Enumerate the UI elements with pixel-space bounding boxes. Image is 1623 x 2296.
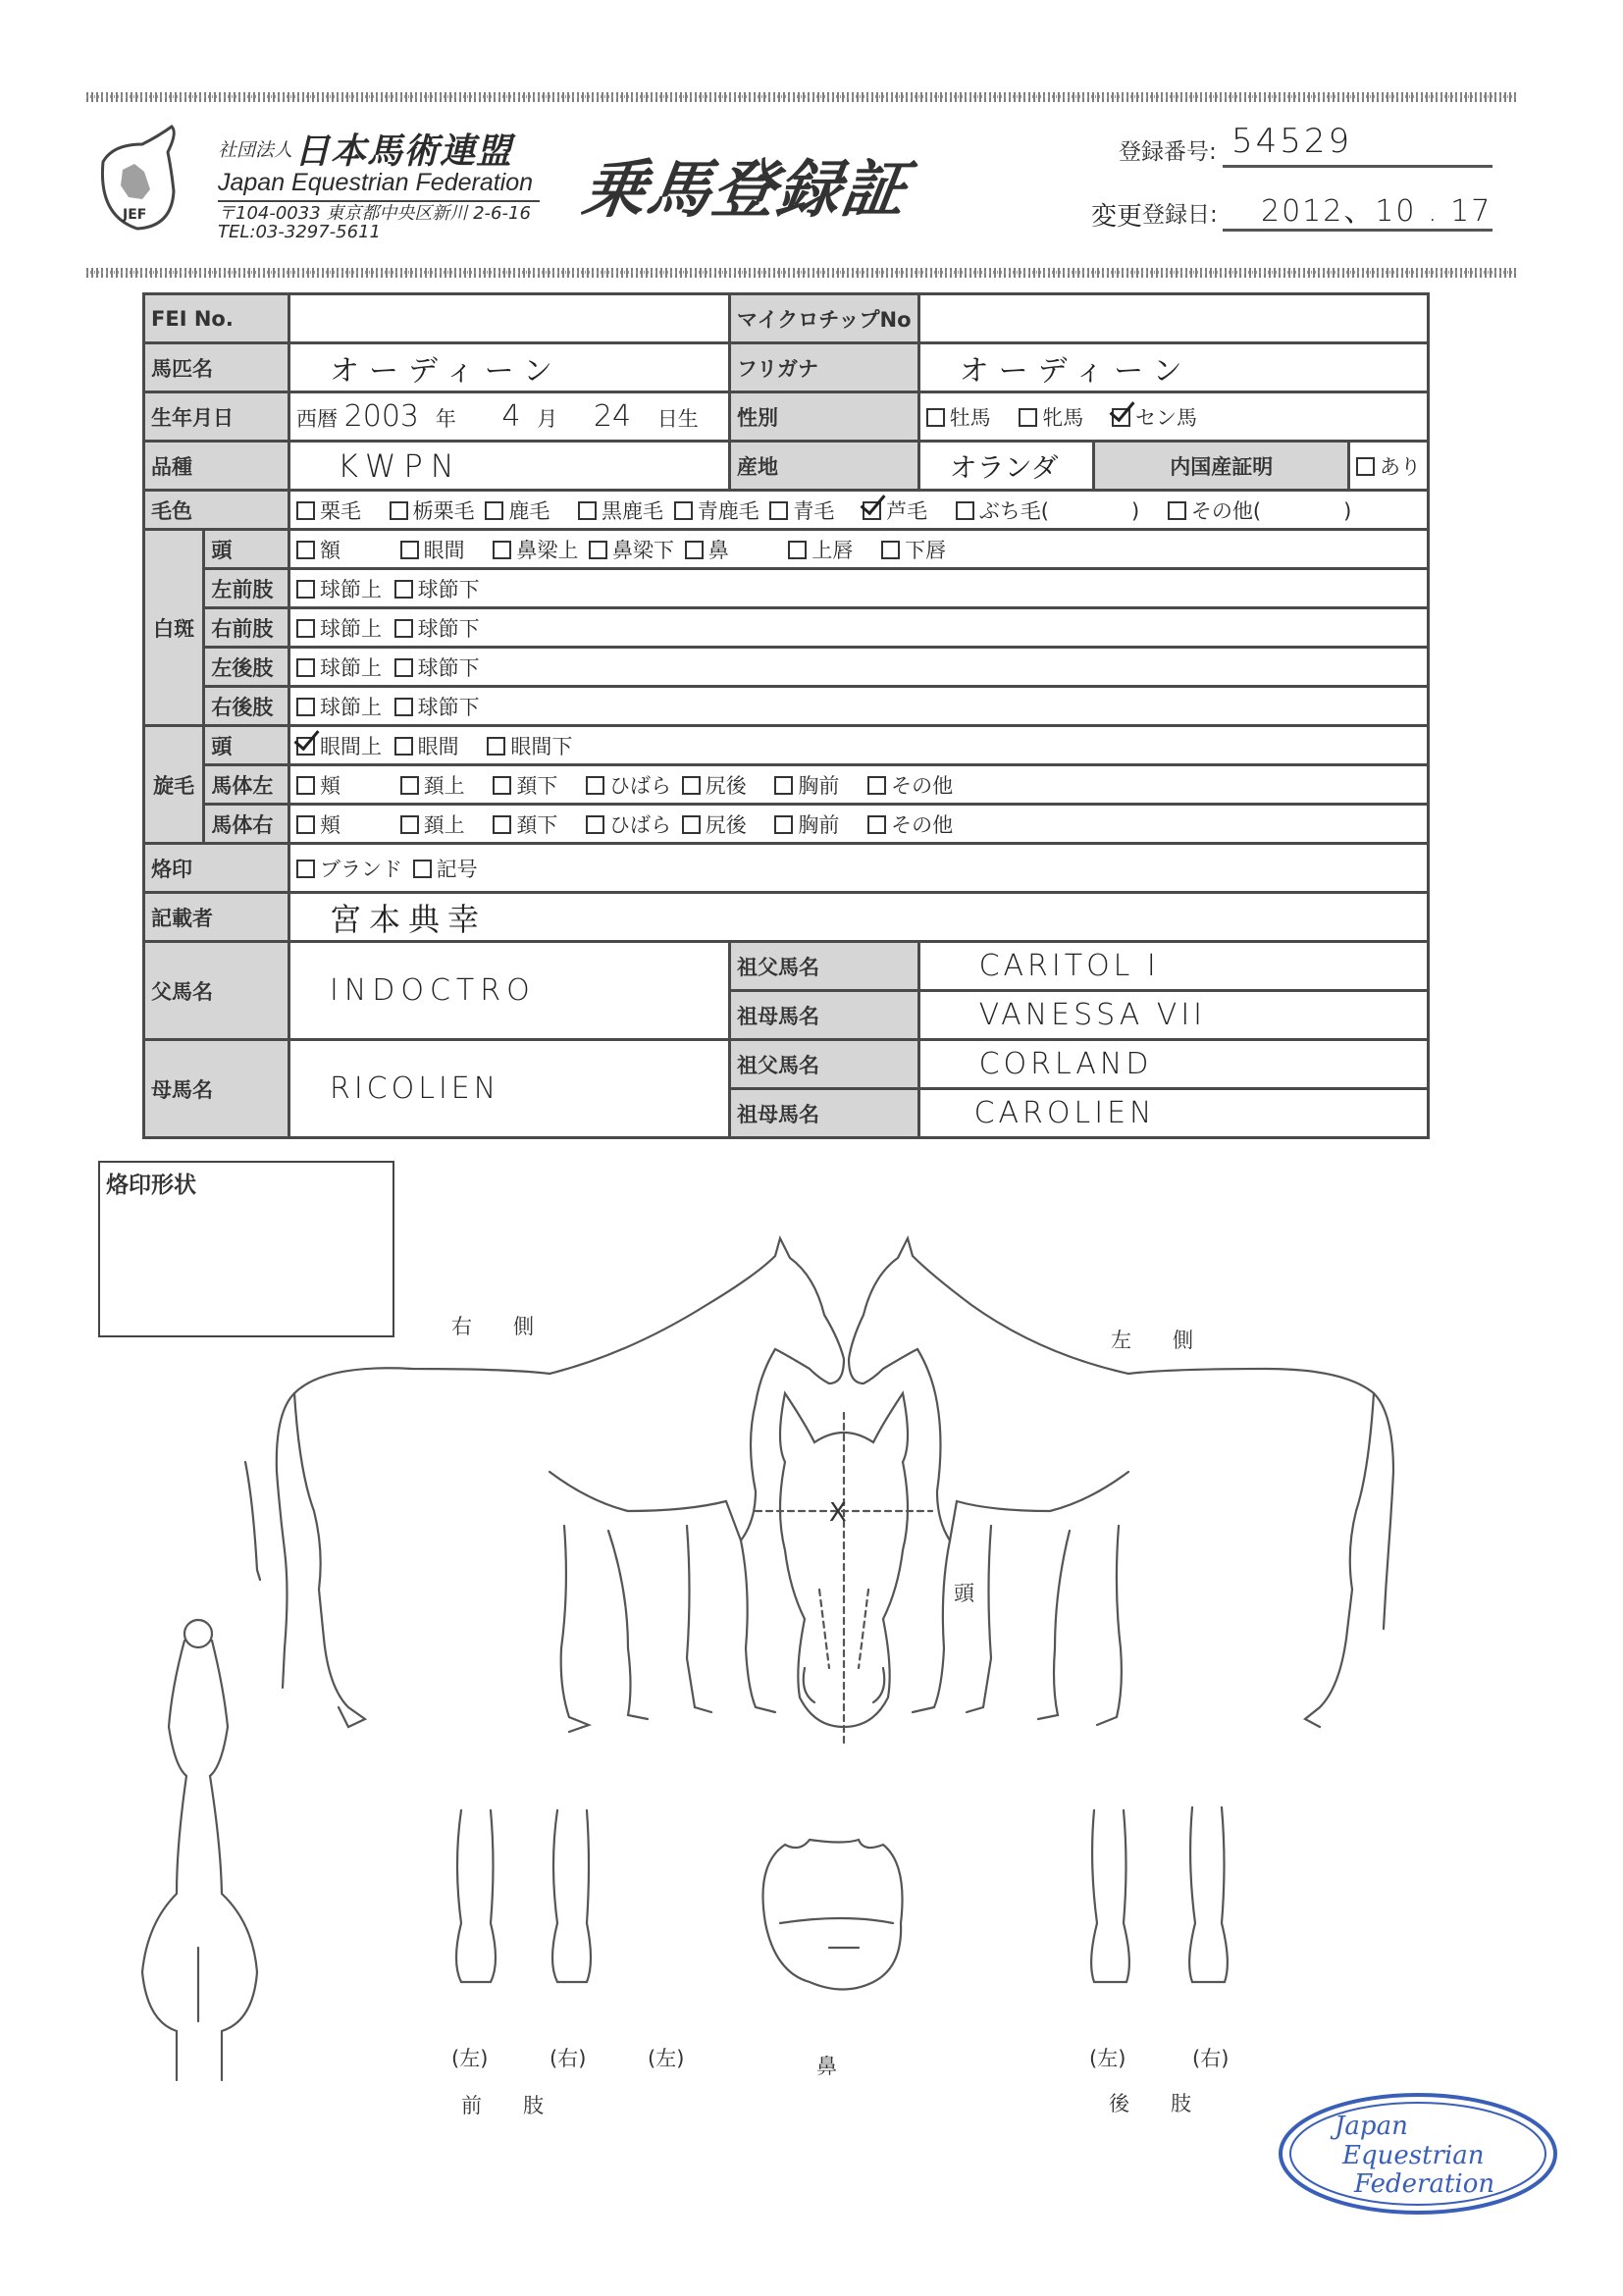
sire-granddam-field[interactable]: VANESSA VII (918, 991, 1428, 1040)
domestic-cert-option[interactable]: あり (1349, 442, 1429, 491)
sire-label: 父馬名 (144, 942, 289, 1040)
nose-label: 鼻 (816, 2055, 837, 2078)
origin-label: 産地 (730, 442, 919, 491)
sex-label: 性別 (730, 392, 919, 442)
sex-option-mare[interactable]: 牝馬 (1019, 406, 1083, 430)
horse-top-view-icon (142, 1620, 257, 2080)
nose-icon (763, 1840, 903, 1990)
birth-day: 24 (593, 399, 632, 434)
dam-label: 母馬名 (144, 1040, 289, 1138)
horse-name-field[interactable]: オーディーン (288, 343, 729, 392)
sire-field[interactable]: INDOCTRO (288, 942, 729, 1040)
svg-text:Japan: Japan (1335, 2112, 1408, 2141)
tel-line: TEL:03-3297-5611 (218, 222, 381, 242)
sex-option-stallion[interactable]: 牡馬 (926, 406, 991, 430)
registration-date: 2012、10 . 17 (1261, 194, 1492, 229)
left-side-label: 左 側 (1111, 1329, 1193, 1352)
white-option[interactable]: 球節上 (296, 617, 382, 641)
white-option[interactable]: 球節下 (394, 578, 480, 601)
fei-no-label: FEI No. (144, 294, 289, 343)
origin-field[interactable]: オランダ (918, 442, 1094, 491)
whorl-part-head: 頭 (204, 726, 289, 765)
coat-option[interactable]: その他( ) (1168, 499, 1351, 523)
hind-limb-left-label: (左) (1089, 2047, 1126, 2070)
whorl-option[interactable]: 頬 (296, 813, 340, 837)
white-markings-label: 白斑 (144, 530, 204, 726)
horse-name-label: 馬匹名 (144, 343, 289, 392)
white-part-left-hind: 左後肢 (204, 648, 289, 687)
white-option[interactable]: 球節上 (296, 696, 382, 719)
whorl-option-above-eyes[interactable]: 眼間上 (296, 735, 382, 758)
whorl-part-body-right: 馬体右 (204, 805, 289, 844)
white-option[interactable]: 球節下 (394, 617, 480, 641)
whorl-option[interactable]: その他 (867, 774, 953, 798)
coat-option[interactable]: 栃栗毛 (390, 499, 475, 523)
hind-limbs-label: 後 肢 (1109, 2092, 1191, 2115)
white-option[interactable]: 球節下 (394, 656, 480, 680)
whorl-option[interactable]: 眼間下 (487, 735, 572, 758)
white-option[interactable]: 額 (296, 539, 340, 562)
whorl-option[interactable]: 頚上 (400, 774, 465, 798)
whorl-option[interactable]: 頚下 (493, 774, 557, 798)
front-limb-left-label: (左) (451, 2047, 489, 2070)
era-label: 西暦 (295, 407, 338, 431)
document-title: 乗馬登録証 (577, 154, 913, 227)
jef-stamp-icon (1276, 2090, 1560, 2218)
front-limbs-label: 前 肢 (461, 2094, 544, 2117)
white-part-right-fore: 右前肢 (204, 608, 289, 648)
sire-granddam-label: 祖母馬名 (730, 991, 919, 1040)
birth-date-label: 生年月日 (144, 392, 289, 442)
brand-option[interactable]: ブランド (296, 858, 402, 881)
horse-right-side-icon (245, 1238, 844, 1732)
whorl-option[interactable]: ひばら (586, 813, 671, 837)
birth-year: 2003 (343, 399, 420, 434)
front-left-label: (左) (648, 2047, 685, 2070)
coat-option[interactable]: 青毛 (769, 499, 834, 523)
whorl-option[interactable]: その他 (867, 813, 953, 837)
dam-granddam-field[interactable]: CAROLIEN (918, 1089, 1428, 1138)
org-name-jp: 日本馬術連盟 (294, 131, 513, 172)
dam-grandsire-label: 祖父馬名 (730, 1040, 919, 1089)
whorl-option[interactable]: ひばら (586, 774, 671, 798)
sire-grandsire-field[interactable]: CARITOL I (918, 942, 1428, 991)
whorl-option[interactable]: 胸前 (774, 813, 839, 837)
front-limb-right-label: (右) (550, 2047, 587, 2070)
coat-option[interactable]: 鹿毛 (485, 499, 550, 523)
dam-granddam-label: 祖母馬名 (730, 1089, 919, 1138)
address-line: 〒104-0033 東京都中央区新川 2-6-16 (218, 203, 531, 224)
horse-left-side-icon (849, 1238, 1393, 1727)
head-whorl-mark: X (829, 1498, 847, 1528)
whorl-option[interactable]: 頬 (296, 774, 340, 798)
front-limbs-icon (456, 1810, 591, 1982)
org-name-en: Japan Equestrian Federation (218, 169, 534, 196)
coat-color-label: 毛色 (144, 491, 289, 530)
white-part-left-fore: 左前肢 (204, 569, 289, 608)
date-change-prefix: 変更 (1091, 202, 1143, 232)
coat-option-gray[interactable]: 芦毛 (863, 499, 927, 523)
year-unit: 年 (435, 407, 456, 431)
head-label: 頭 (954, 1582, 974, 1605)
furigana-field[interactable]: オーディーン (918, 343, 1428, 392)
white-option[interactable]: 下唇 (881, 539, 946, 562)
white-option[interactable]: 鼻梁上 (493, 539, 578, 562)
whorl-option[interactable]: 尻後 (682, 774, 747, 798)
coat-option[interactable]: 黒鹿毛 (578, 499, 663, 523)
coat-option[interactable]: 栗毛 (296, 499, 361, 523)
dam-grandsire-field[interactable]: CORLAND (918, 1040, 1428, 1089)
svg-text:Equestrian: Equestrian (1342, 2141, 1485, 2170)
sire-grandsire-label: 祖父馬名 (730, 942, 919, 991)
recorder-field[interactable]: 宮本典幸 (288, 893, 1428, 942)
svg-text:JEF: JEF (123, 207, 147, 223)
registration-number-label: 登録番号: (1119, 139, 1217, 165)
white-option[interactable]: 鼻 (685, 539, 729, 562)
registration-date-label: 登録日: (1142, 202, 1218, 228)
white-option[interactable]: 球節下 (394, 696, 480, 719)
brand-label: 烙印 (144, 844, 289, 893)
white-part-right-hind: 右後肢 (204, 687, 289, 726)
svg-text:Federation: Federation (1354, 2169, 1495, 2199)
white-option[interactable]: 球節上 (296, 578, 382, 601)
brand-shape-label: 烙印形状 (106, 1173, 196, 1198)
whorl-part-body-left: 馬体左 (204, 765, 289, 805)
hind-limbs-icon (1091, 1807, 1228, 1982)
white-part-head: 頭 (204, 530, 289, 569)
brand-option[interactable]: 記号 (413, 858, 478, 881)
white-option[interactable]: 球節上 (296, 656, 382, 680)
org-type: 社団法人 (218, 139, 293, 161)
birth-month: 4 (501, 399, 521, 434)
day-unit: 日生 (656, 407, 699, 431)
whorl-option[interactable]: 頚下 (493, 813, 557, 837)
white-option[interactable]: 鼻梁下 (589, 539, 674, 562)
white-option[interactable]: 眼間 (400, 539, 465, 562)
registration-number: 54529 (1231, 122, 1353, 161)
whorl-option[interactable]: 尻後 (682, 813, 747, 837)
hind-limb-right-label: (右) (1192, 2047, 1230, 2070)
whorls-label: 旋毛 (144, 726, 204, 844)
microchip-label: マイクロチップNo (730, 294, 919, 343)
month-unit: 月 (537, 407, 558, 431)
sex-option-gelding[interactable]: セン馬 (1112, 406, 1197, 430)
coat-option[interactable]: ぶち毛( ) (956, 499, 1139, 523)
coat-option[interactable]: 青鹿毛 (674, 499, 759, 523)
right-side-label: 右 側 (451, 1315, 534, 1338)
white-option[interactable]: 上唇 (788, 539, 853, 562)
dam-field[interactable]: RICOLIEN (288, 1040, 729, 1138)
whorl-option[interactable]: 眼間 (394, 735, 459, 758)
recorder-label: 記載者 (144, 893, 289, 942)
whorl-option[interactable]: 頚上 (400, 813, 465, 837)
horse-head-front-icon (756, 1393, 932, 1747)
domestic-cert-label: 内国産証明 (1094, 442, 1349, 491)
whorl-option[interactable]: 胸前 (774, 774, 839, 798)
furigana-label: フリガナ (730, 343, 919, 392)
breed-label: 品種 (144, 442, 289, 491)
breed-field[interactable]: KWPN (288, 442, 729, 491)
